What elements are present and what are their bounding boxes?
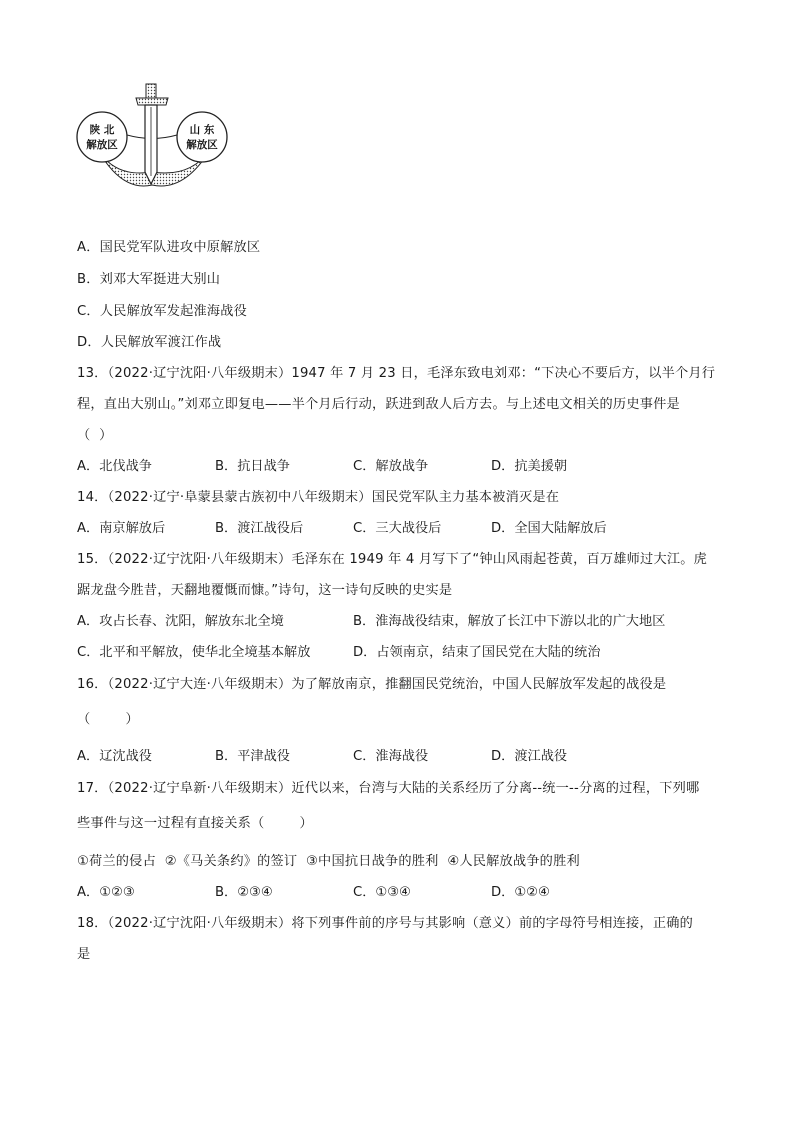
q15-option-c[interactable]: C．北平和平解放，使华北全境基本解放	[77, 645, 311, 660]
q13-option-a[interactable]: A．北伐战争	[77, 459, 152, 474]
q15-option-b[interactable]: B．淮海战役结束，解放了长江中下游以北的广大地区	[353, 614, 666, 629]
q13-option-c[interactable]: C．解放战争	[353, 459, 429, 474]
q15-option-d[interactable]: D．占领南京，结束了国民党在大陆的统治	[353, 645, 601, 660]
q14-option-a[interactable]: A．南京解放后	[77, 521, 166, 536]
q17-stem-line2: 些事件与这一过程有直接关系（ ）	[77, 816, 313, 831]
q12-option-a[interactable]: A．国民党军队进攻中原解放区	[77, 240, 261, 255]
right-region-circle	[177, 112, 227, 162]
q16-option-b[interactable]: B．平津战役	[215, 749, 290, 764]
q14-stem-line1: 14．（2022·辽宁·阜蒙县蒙古族初中八年级期末）国民党军队主力基本被消灭是在	[77, 490, 560, 505]
left-region-suffix: 解放区	[86, 139, 118, 151]
left-region-circle	[77, 112, 127, 162]
sword-guard	[136, 98, 168, 105]
q17-option-b[interactable]: B．②③④	[215, 885, 273, 900]
q13-stem-line3: （ ）	[77, 428, 113, 443]
q14-option-d[interactable]: D．全国大陆解放后	[491, 521, 607, 536]
q16-stem-line2: （ ）	[77, 712, 139, 727]
q13-stem-line2: 程，直出大别山。”刘邓立即复电——半个月后行动，跃进到敌人后方去。与上述电文相关的历史事件是	[77, 397, 680, 412]
q16-option-a[interactable]: A．辽沈战役	[77, 749, 152, 764]
q15-option-a[interactable]: A．攻占长春、沈阳，解放东北全境	[77, 614, 284, 629]
q15-stem-line2: 踞龙盘今胜昔，天翻地覆慨而慷。”诗句，这一诗句反映的史实是	[77, 583, 453, 598]
q13-option-b[interactable]: B．抗日战争	[215, 459, 290, 474]
left-region-name: 陕 北	[89, 124, 115, 136]
q14-option-b[interactable]: B．渡江战役后	[215, 521, 304, 536]
q17-option-d[interactable]: D．①②④	[491, 885, 550, 900]
q17-stem-line1: 17．（2022·辽宁阜新·八年级期末）近代以来，台湾与大陆的关系经历了分离--统一--分离的过程，下列哪	[77, 781, 700, 796]
right-region-name: 山 东	[189, 124, 215, 136]
q15-stem-line1: 15．（2022·辽宁沈阳·八年级期末）毛泽东在 1949 年 4 月写下了“钟山风雨起苍黄，百万雄师过大江。虎	[77, 552, 707, 567]
q18-stem-line2: 是	[77, 947, 91, 962]
q17-option-c[interactable]: C．①③④	[353, 885, 411, 900]
q16-option-c[interactable]: C．淮海战役	[353, 749, 429, 764]
q16-option-d[interactable]: D．渡江战役	[491, 749, 568, 764]
q17-option-a[interactable]: A．①②③	[77, 885, 135, 900]
q12-option-d[interactable]: D．人民解放军渡江作战	[77, 335, 222, 350]
q14-option-c[interactable]: C．三大战役后	[353, 521, 442, 536]
q12-option-c[interactable]: C．人民解放军发起淮海战役	[77, 304, 248, 319]
q13-stem-line1: 13．（2022·辽宁沈阳·八年级期末）1947 年 7 月 23 日，毛泽东致电刘邓：“下决心不要后方，以半个月行	[77, 366, 716, 381]
right-region-suffix: 解放区	[186, 139, 218, 151]
q13-option-d[interactable]: D．抗美援朝	[491, 459, 568, 474]
map-figure	[72, 80, 232, 190]
q12-option-b[interactable]: B．刘邓大军挺进大别山	[77, 272, 221, 287]
sword-handle	[146, 84, 156, 98]
q17-items: ①荷兰的侵占 ②《马关条约》的签订 ③中国抗日战争的胜利 ④人民解放战争的胜利	[77, 854, 580, 869]
q18-stem-line1: 18．（2022·辽宁沈阳·八年级期末）将下列事件前的序号与其影响（意义）前的字母符号相连接，正确的	[77, 916, 693, 931]
q16-stem-line1: 16．（2022·辽宁大连·八年级期末）为了解放南京，推翻国民党统治，中国人民解放军发起的战役是	[77, 677, 667, 692]
